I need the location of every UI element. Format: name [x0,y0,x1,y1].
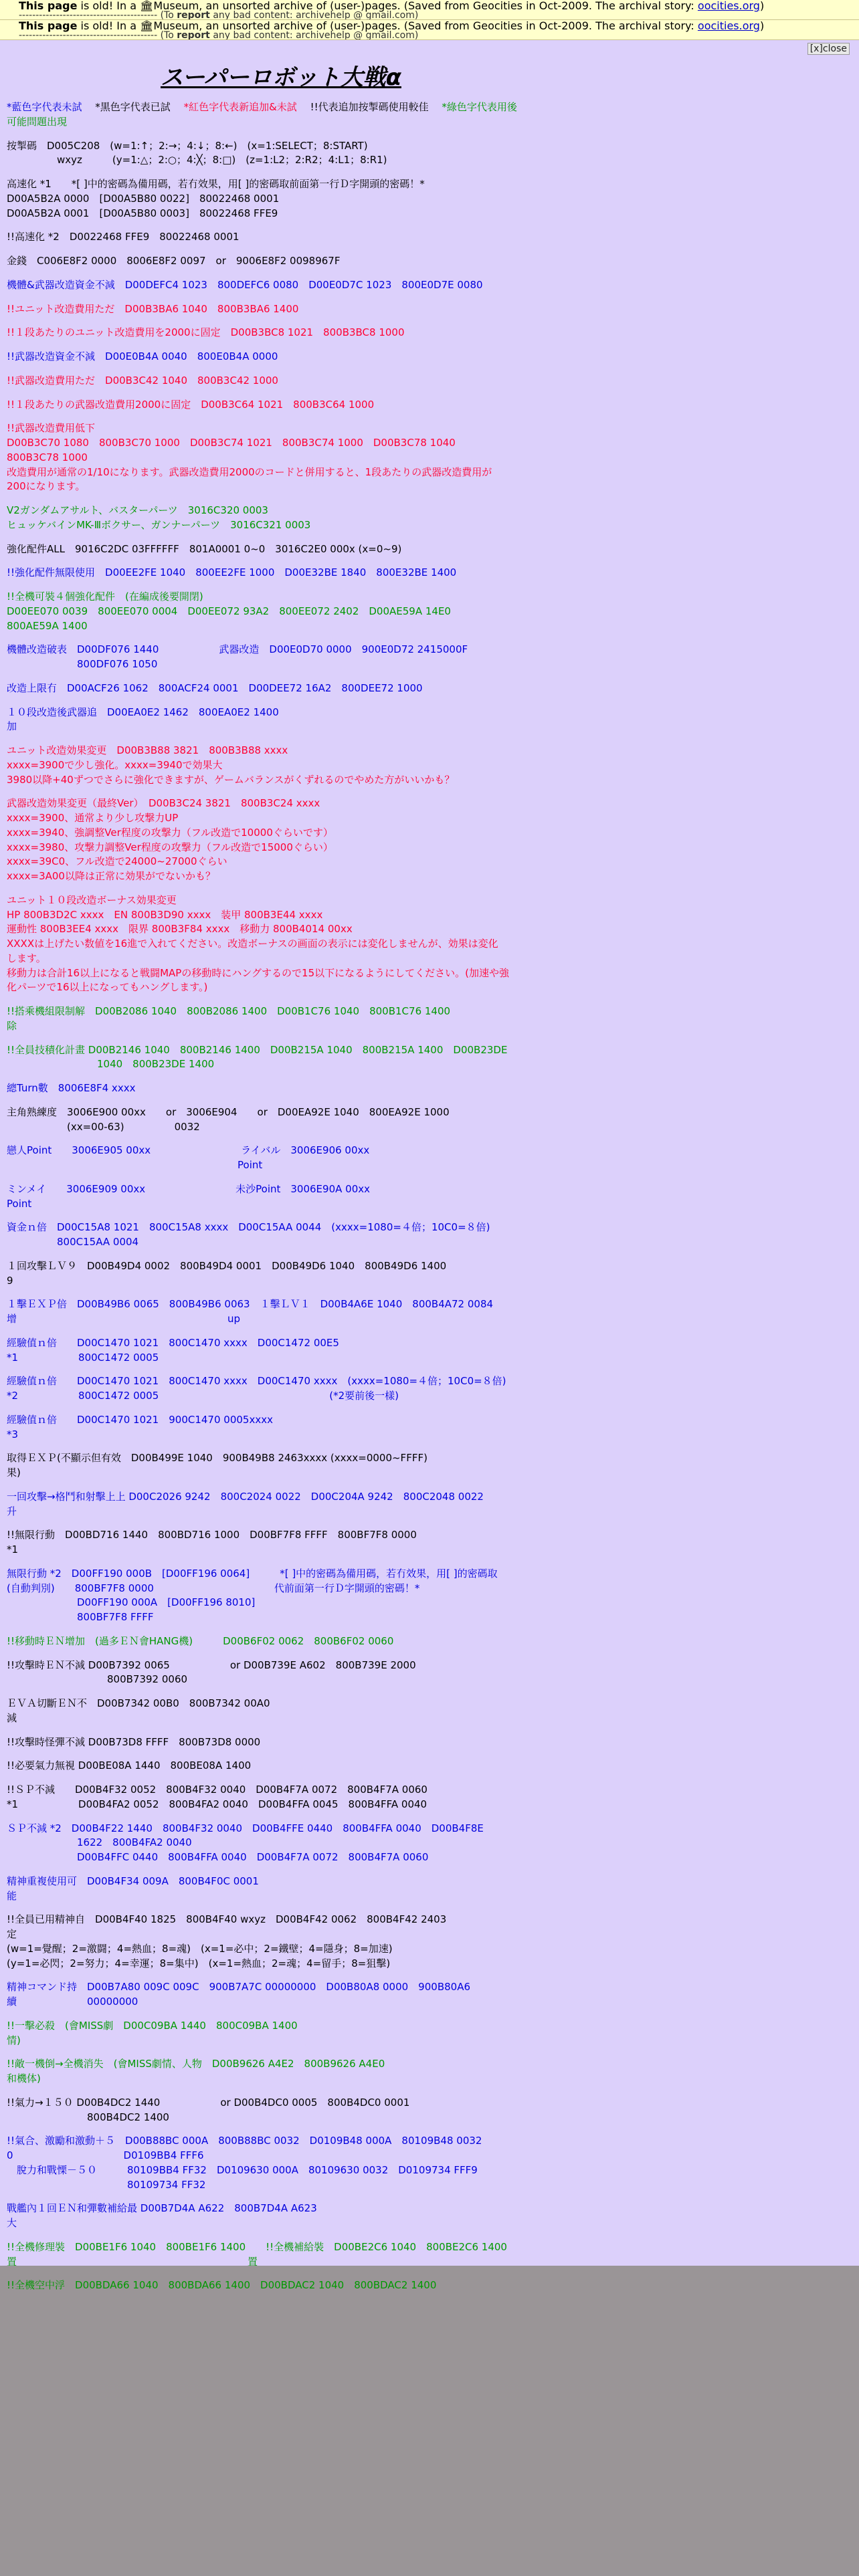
cheat-line: wxyz (y=1:△；2:○；4:╳；8:□) (z=1:L2；2:R2；4:L1；8:R1) [7,154,387,167]
cheat-line: 果) [7,1467,21,1479]
cheat-line: 9 [7,1274,13,1287]
cheat-section [7,681,836,696]
cheat-line: ヒュッケバインMK-Ⅲボクサー、ガンナーパーツ 3016C321 0003 [7,518,311,531]
cheat-code-list [7,100,836,2302]
cheat-line: 800DF076 1050 [7,658,158,670]
cheat-line: １０段改造後武器追 D00EA0E2 1462 800EA0E2 1400 [7,706,279,718]
cheat-section [7,1874,836,1904]
cheat-section [7,1004,836,1034]
cheat-line: Point [7,1159,263,1171]
cheat-line: xxxx=3A00以降は正常に効果がでないかも？ [7,870,215,882]
cheat-line: 按掣碼 D005C208 (w=1:↑；2:→；4:↓；8:←) (x=1:SELECT；8:START) [7,139,368,152]
cheat-section [7,1336,836,1366]
cheat-section [7,1697,836,1726]
cheat-line: !!必要氣力無視 D00BE08A 1440 800BE08A 1400 [7,1759,252,1772]
cheat-line: D00B3C70 1080 800B3C70 1000 D00B3C74 1021 800B3C74 1000 D00B3C78 1040 [7,437,456,449]
cheat-line: !!一擊必殺 (會MISS劇 D00C09BA 1440 800C09BA 1400 [7,2019,298,2032]
legend-blue: *藍色字代表未試 [7,101,82,113]
cheat-line: !!１段あたりのユニット改造費用を2000に固定 D00B3BC8 1021 800B3BC8 1000 [7,326,405,339]
cheat-line: 取得ＥＸＰ(不顯示但有效 D00B499E 1040 900B49B8 2463xxxx (xxxx=0000~FFFF) [7,1452,427,1465]
cheat-line: ミンメイ 3006E909 00xx 未沙Point 3006E90A 00xx [7,1182,370,1195]
cheat-line: します。 [7,952,46,964]
cheat-line: 續 00000000 [7,1996,138,2008]
cheat-section [7,1413,836,1442]
cheat-line: xxxx=3980、攻撃力調整Ver程度の攻撃力（フル改造で15000ぐらい） [7,841,333,853]
cheat-line: 精神コマンド持 D00B7A80 009C 009C 900B7A7C 00000000 D00B80A8 0000 900B80A6 [7,1981,470,1994]
cheat-line: !!武器改造費用ただ D00B3C42 1040 800B3C42 1000 [7,374,278,387]
cheat-line: 戰艦內１回ＥＮ和彈數補給最 D00B7D4A A622 800B7D4A A623 [7,2202,317,2215]
cheat-line: 800BF7F8 FFFF [7,1611,154,1623]
cheat-section [7,2134,836,2192]
cheat-line: !!１段あたりの武器改造費用2000に固定 D00B3C64 1021 800B3C64 1000 [7,398,375,411]
cheat-line: 800B3C78 1000 [7,451,88,463]
cheat-section [7,1297,836,1327]
cheat-line: !!敵一機倒→全機消失 (會MISS劇情、人物 D00B9626 A4E2 800B9626 A4E0 [7,2058,385,2070]
cheat-line: 金錢 C006E8F2 0000 8006E8F2 0097 or 9006E8F2 0098967F [7,255,341,267]
cheat-line: 武器改造効果変更（最終Ver） D00B3C24 3821 800B3C24 xxxx [7,797,320,810]
cheat-line: 800C15AA 0004 [7,1236,139,1248]
cheat-line: xxxx=3940、強調整Ver程度の攻撃力（フル改造で10000ぐらいです） [7,826,333,839]
cheat-section [7,542,836,557]
cheat-line: !!武器改造資金不減 D00E0B4A 0040 800E0B4A 0000 [7,350,278,362]
cheat-section [7,706,836,735]
cheat-line: 80109734 FF32 [7,2178,206,2191]
cheat-section [7,1528,836,1558]
cheat-section [7,796,836,884]
cheat-line: 改造費用が通常の1/10になります。武器改造費用2000のコードと併用すると、1段あたりの武器改造費用が [7,465,492,478]
cheat-line: xxxx=3900、通常より少し攻撃力UP [7,812,179,824]
cheat-line: !!全員已用精神自 D00B4F40 1825 800B4F40 wxyz D00B4F42 0062 800B4F42 2403 [7,1913,447,1926]
cheat-line: D00A5B2A 0001 [D00A5B80 0003] 80022468 FFE9 [7,207,278,219]
cheat-section [7,1634,836,1649]
legend-green-cont: 可能問題出現 [7,115,68,128]
cheat-line: 情) [7,2034,21,2046]
cheat-line: V2ガンダムアサルト、バスターパーツ 3016C320 0003 [7,504,268,516]
cheat-line: 升 [7,1505,17,1517]
cheat-section [7,1567,836,1625]
cheat-section [7,643,836,672]
cheat-line: 脫力和戰慄－５０ 80109BB4 FF32 D0109630 000A 80109630 0032 D0109734 FFF9 [7,2163,478,2176]
cheat-line: D00B4FFC 0440 800B4FFA 0040 D00B4F7A 0072 800B4F7A 0060 [7,1851,429,1863]
cheat-line: 總Turn數 8006E8F4 xxxx [7,1082,136,1094]
cheat-section [7,374,836,389]
cheat-line: 運動性 800B3EE4 xxxx 限界 800B3F84 xxxx 移動力 800B4014 00xx [7,923,353,936]
cheat-line: !!氣合、激勵和激動＋５ D00B88BC 000A 800B88BC 0032 D0109B48 000A 80109B48 0032 [7,2135,482,2147]
cheat-line: !!攻擊時怪彈不減 D00B73D8 FFFF 800B73D8 0000 [7,1735,261,1748]
cheat-line: D00FF190 000A [D00FF196 8010] [7,1596,256,1609]
cheat-section [7,1980,836,2010]
cheat-line: 200になります。 [7,480,86,493]
cheat-section [7,177,836,221]
cheat-line: 800B7392 0060 [7,1673,188,1686]
cheat-line: 無限行動 *2 D00FF190 000B [D00FF196 0064] *[ ]中的密碼為備用碼，若冇效果，用[ ]的密碼取 [7,1567,498,1580]
cheat-line: 經驗值ｎ倍 D00C1470 1021 800C1470 xxxx D00C1472 00E5 [7,1336,339,1349]
cheat-section [7,1735,836,1750]
cheat-section [7,1182,836,1212]
cheat-section [7,893,836,995]
cheat-line: 主角熟練度 3006E900 00xx or 3006E904 or D00EA92E 1040 800EA92E 1000 [7,1105,450,1118]
cheat-line: (自動判別) 800BF7F8 0000 代前面第一行Ｄ字開頭的密碼！* [7,1582,420,1594]
cheat-line: !!高速化 *2 D0022468 FFE9 80022468 0001 [7,231,240,243]
cheat-line: !!武器改造費用低下 [7,422,96,435]
cheat-section [7,1658,836,1688]
cheat-section [7,1783,836,1812]
cheat-section [7,2057,836,2086]
cheat-line: 一回攻擊→格鬥和射擊上上 D00C2026 9242 800C2024 0022 D00C204A 9242 800C2048 0022 [7,1490,484,1503]
cheat-section [7,2019,836,2048]
cheat-line: !!搭乘機組限制解 D00B2086 1040 800B2086 1400 D00B1C76 1040 800B1C76 1400 [7,1005,451,1017]
cheat-section [7,1144,836,1173]
cheat-line: 移動力は合計16以上になると戦闘MAPの移動時にハングするので15以下になるようにしてください。(加速や強 [7,966,509,979]
cheat-line: 化パーツで16以上になってもハングします。) [7,981,208,994]
cheat-line: 加 [7,720,17,733]
cheat-section [7,1490,836,1519]
cheat-section [7,504,836,533]
cheat-section [7,2096,836,2125]
cheat-line: !!ＳＰ不減 D00B4F32 0052 800B4F32 0040 D00B4F7A 0072 800B4F7A 0060 [7,1784,427,1796]
cheat-line: (xx=00-63) 0032 [7,1120,200,1133]
oocities-link-1[interactable]: oocities.org [697,0,760,12]
cheat-section [7,1913,836,1971]
cheat-line: (w=1=覺醒；2=激闘；4=熱血；8=魂) (x=1=必中；2=鐵壁；4=隱身；8=加速) [7,1942,393,1955]
cheat-line: ＥＶＡ切斷ＥＮ不 D00B7342 00B0 800B7342 00A0 [7,1697,270,1709]
legend-note: !!代表追加按掣碼使用較佳 [310,101,429,113]
cheat-line: XXXXは上げたい数値を16進で入れてください。改造ボーナスの画面の表示には変化しませんが、効果は変化 [7,938,498,950]
cheat-line: 經驗值ｎ倍 D00C1470 1021 900C1470 0005xxxx [7,1413,273,1426]
cheat-line: !!移動時ＥＮ增加 (過多ＥＮ會HANG機) D00B6F02 0062 800B6F02 0060 [7,1634,394,1647]
cheat-line: ユニット改造効果変更 D00B3B88 3821 800B3B88 xxxx [7,744,288,756]
cheat-line: ＳＰ不減 *2 D00B4F22 1440 800B4F32 0040 D00B4FFE 0440 800B4FFA 0040 D00B4F8E [7,1822,484,1834]
cheat-section [7,1259,836,1289]
cheat-line: 0 D0109BB4 FFF6 [7,2149,204,2161]
cheat-line: *2 800C1472 0005 (*2要前後一樣) [7,1390,399,1402]
cheat-line: Point [7,1197,32,1210]
cheat-line: HP 800B3D2C xxxx EN 800B3D90 xxxx 装甲 800B3E44 xxxx [7,908,323,921]
cheat-line: 1040 800B23DE 1400 [7,1058,215,1071]
cheat-section [7,1759,836,1774]
cheat-line: !!攻擊時ＥＮ不減 D00B7392 0065 or D00B739E A602 800B739E 2000 [7,1658,416,1671]
cheat-section [7,1451,836,1481]
cheat-line: 戀人Point 3006E905 00xx ライバル 3006E906 00xx [7,1144,370,1157]
cheat-section [7,1043,836,1073]
cheat-line: !!全機空中浮 D00BDA66 1040 800BDA66 1400 D00BDAC2 1040 800BDAC2 1400 [7,2279,437,2292]
cheat-section [7,1105,836,1135]
cheat-line: 800B4DC2 1400 [7,2111,169,2123]
cheat-line: !!全機可裝４個強化配件 (在編成後要開閉) [7,591,203,603]
cheat-line: !!全員技積化計畫 D00B2146 1040 800B2146 1400 D00B215A 1040 800B215A 1400 D00B23DE [7,1043,508,1056]
cheat-section [7,302,836,317]
cheat-section [7,1374,836,1404]
cheat-line: 改造上限冇 D00ACF26 1062 800ACF24 0001 D00DEE72 16A2 800DEE72 1000 [7,681,423,694]
cheat-line: 機體改造破表 D00DF076 1440 武器改造 D00E0D70 0000 900E0D72 2415000F [7,643,468,656]
cheat-line: 800AE59A 1400 [7,619,88,632]
legend-green: *綠色字代表用後 [442,101,517,113]
cheat-line: 減 [7,1711,17,1724]
cheat-line: !!氣力→１５０ D00B4DC2 1440 or D00B4DC0 0005 800B4DC0 0001 [7,2096,410,2109]
cheat-section [7,2240,836,2270]
cheat-line: 精神重複使用可 D00B4F34 009A 800B4F0C 0001 [7,1874,259,1887]
cheat-line: (y=1=必閃；2=努力；4=幸運；8=集中) (x=1=熱血；2=魂；4=留手；8=狙擊) [7,1957,391,1969]
cheat-section [7,590,836,633]
cheat-line: 定 [7,1928,17,1940]
close-button[interactable]: [x]close [807,43,850,55]
cheat-line: 經驗值ｎ倍 D00C1470 1021 800C1470 xxxx D00C1470 xxxx (xxxx=1080=４倍；10C0=８倍) [7,1375,506,1388]
cheat-section [7,326,836,340]
cheat-line: *1 800C1472 0005 [7,1351,159,1364]
cheat-section [7,2278,836,2293]
cheat-line: D00A5B2A 0000 [D00A5B80 0022] 80022468 0001 [7,192,280,205]
cheat-section [7,230,836,245]
cheat-section [7,1220,836,1250]
cheat-section [7,421,836,494]
cheat-line: !!ユニット改造費用ただ D00B3BA6 1040 800B3BA6 1400 [7,302,299,315]
cheat-section [7,566,836,580]
cheat-line: 機體&武器改造資金不減 D00DEFC4 1023 800DEFC6 0080 D00E0D7C 1023 800E0D7E 0080 [7,278,483,291]
archive-banner-1: This page is old! In a 🏛Museum, an unsorted archive of (user-)pages. (Saved from Geocities in Oct-2009. The archival story: oocities.org) ----------------------------------------- (To report any bad content: archivehelp @ gmail.com) [0,0,859,20]
cheat-section [7,744,836,787]
cheat-line: xxxx=3900で少し強化。xxxx=3940で効果大 [7,758,223,771]
cheat-line: *1 [7,1543,19,1555]
cheat-section [7,139,836,169]
cheat-line: １擊ＥＸＰ倍 D00B49B6 0065 800B49B6 0063 １擊ＬＶ１ D00B4A6E 1040 800B4A72 0084 [7,1298,494,1311]
cheat-line: 強化配件ALL 9016C2DC 03FFFFFF 801A0001 0~0 3016C2E0 000x (x=0~9) [7,542,402,555]
page-title: スーパーロボット大戦α [161,64,401,91]
cheat-line: 增 up [7,1313,241,1325]
cheat-line: １回攻擊ＬＶ９ D00B49D4 0002 800B49D4 0001 D00B49D6 1040 800B49D6 1400 [7,1259,447,1272]
color-legend [7,100,836,130]
cheat-line: 高速化 *1 *[ ]中的密碼為備用碼，若冇效果，用[ ]的密碼取前面第一行Ｄ字開頭的密碼！* [7,178,425,190]
cheat-line: *1 D00B4FA2 0052 800B4FA2 0040 D00B4FFA 0045 800B4FFA 0040 [7,1798,427,1810]
cheat-section [7,278,836,293]
cheat-line: xxxx=39C0、フル改造で24000~27000ぐらい [7,855,227,868]
cheat-section [7,254,836,269]
cheat-line: *3 [7,1428,19,1440]
cheat-line: ユニット１０段改造ボーナス効果変更 [7,893,177,906]
cheat-line: 資金ｎ倍 D00C15A8 1021 800C15A8 xxxx D00C15AA 0044 (xxxx=1080=４倍；10C0=８倍) [7,1221,490,1234]
cheat-section [7,1822,836,1865]
cheat-line: 和機体) [7,2072,41,2084]
cheat-section [7,398,836,413]
cheat-line: 能 [7,1889,17,1902]
cheat-section [7,1081,836,1096]
cheat-line: D00EE070 0039 800EE070 0004 D00EE072 93A2 800EE072 2402 D00AE59A 14E0 [7,605,451,617]
legend-black: *黒色字代表已試 [95,101,171,113]
oocities-link-2[interactable]: oocities.org [697,20,760,32]
cheat-line: 置 置 [7,2255,258,2268]
legend-red: *紅色字代表新追加&未試 [183,101,297,113]
cheat-line: !!強化配件無限使用 D00EE2FE 1040 800EE2FE 1000 D00E32BE 1840 800E32BE 1400 [7,566,457,579]
cheat-line: 大 [7,2217,17,2229]
cheat-line: !!全機修理裝 D00BE1F6 1040 800BE1F6 1400 !!全機補給裝 D00BE2C6 1040 800BE2C6 1400 [7,2240,507,2253]
cheat-line: 除 [7,1019,17,1032]
cheat-section [7,2202,836,2231]
cheat-line: !!無限行動 D00BD716 1440 800BD716 1000 D00BF7F8 FFFF 800BF7F8 0000 [7,1529,417,1541]
cheat-section [7,350,836,364]
archive-banner-2: This page is old! In a 🏛Museum, an unsorted archive of (user-)pages. (Saved from Geocities in Oct-2009. The archival story: oocities.org) ----------------------------------------- (To report any bad content: archivehelp @ gmail.com) [0,20,859,40]
cheat-line: 3980以降+40ずつでさらに強化できますが、ゲームバランスがくずれるのでやめた方がいいかも？ [7,773,455,786]
cheat-line: 1622 800B4FA2 0040 [7,1836,192,1849]
